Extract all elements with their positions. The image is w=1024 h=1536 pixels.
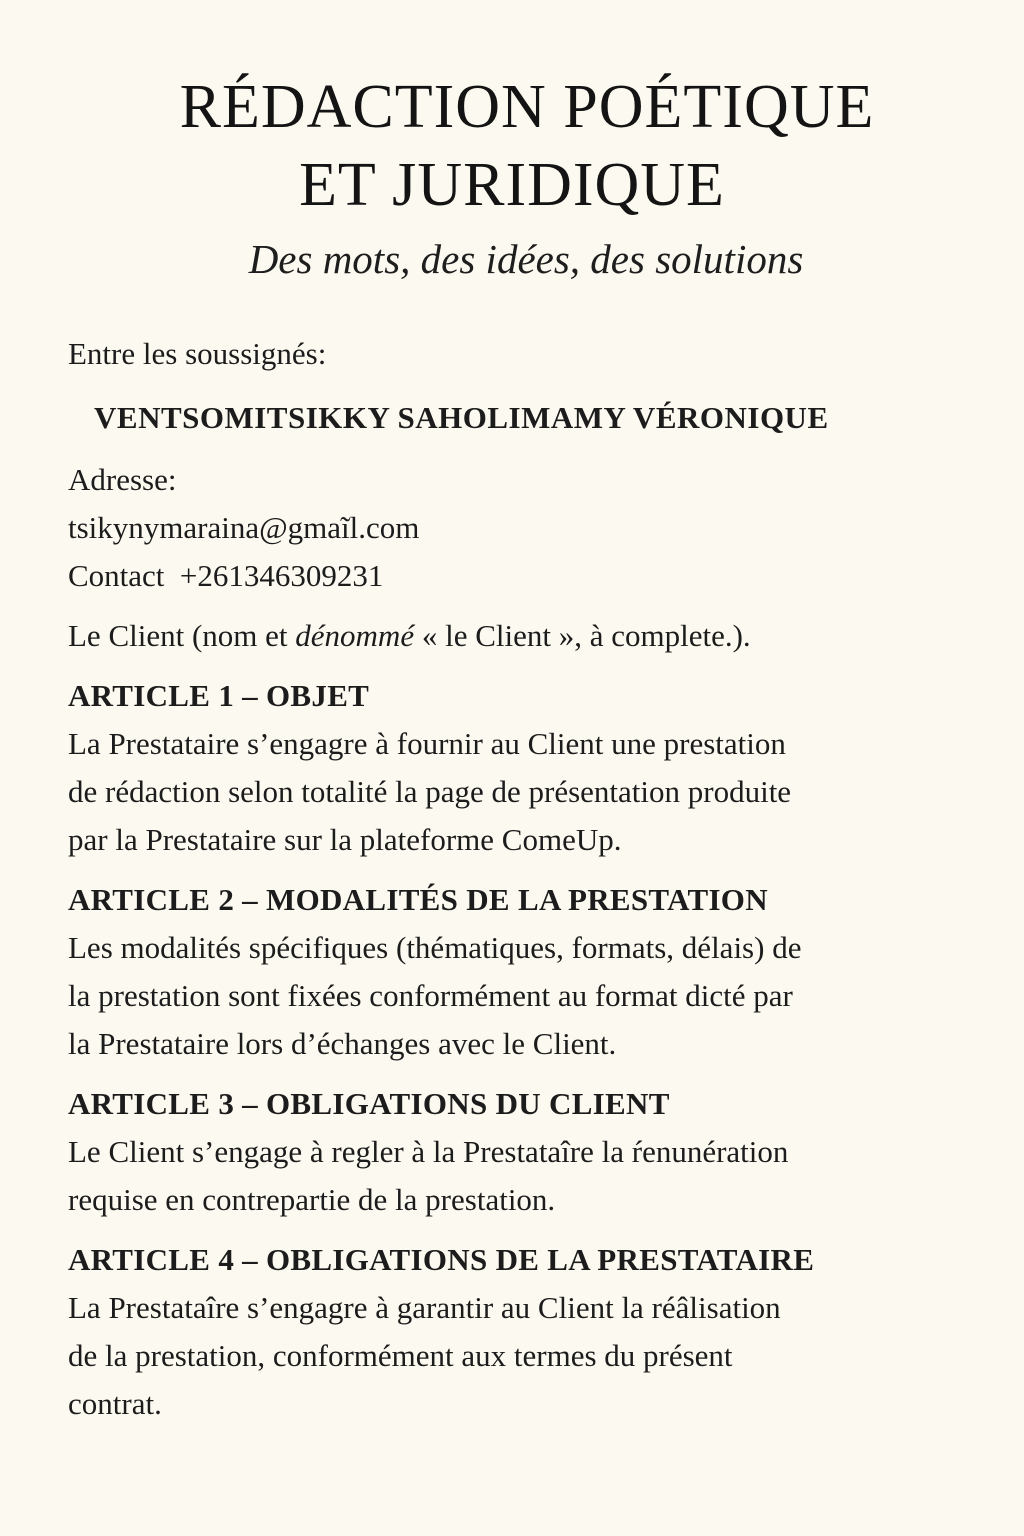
article-1	[68, 672, 968, 864]
article-heading: ARTICLE 3 – OBLIGATIONS DU CLIENT	[68, 1086, 670, 1121]
parties-intro: Entre les soussignés:	[68, 336, 327, 371]
article-line: La Prestataîre s’engagre à garantir au Client la réâlisation	[68, 1290, 781, 1325]
article-line: de rédaction selon totalité la page de présentation produite	[68, 774, 792, 809]
article-line: contrat.	[68, 1386, 162, 1421]
client-italic: dénommé	[295, 618, 415, 653]
article-line: par la Prestataire sur la plateforme ComeUp.	[68, 822, 622, 857]
article-line: requise en contrepartie de la prestation.	[68, 1182, 556, 1217]
article-3	[68, 1080, 968, 1224]
client-line	[68, 612, 968, 660]
tagline: Des mots, des idées, des solutions	[248, 236, 804, 282]
article-4	[68, 1236, 968, 1428]
article-2	[68, 876, 968, 1068]
article-heading: ARTICLE 1 – OBJET	[68, 678, 370, 713]
provider-name: VENTSOMITSIKKY SAHOLIMAMY VÉRONIQUE	[94, 400, 829, 435]
document-header	[0, 70, 1024, 284]
client-suffix: « le Client », à complete.).	[414, 618, 751, 653]
article-line: La Prestataire s’engagre à fournir au Client une prestation	[68, 726, 786, 761]
title-line-1: RÉDACTION POÉTIQUE	[179, 73, 875, 141]
article-line: de la prestation, conformément aux termes du présent	[68, 1338, 733, 1373]
title-line-2: ET JURIDIQUE	[299, 151, 725, 219]
article-heading: ARTICLE 2 – MODALITÉS DE LA PRESTATION	[68, 882, 768, 917]
client-prefix: Le Client (nom et	[68, 618, 296, 653]
address-label: Adresse:	[68, 462, 177, 497]
email-text: tsikynymaraina@gmaĩl.com	[68, 510, 420, 545]
contact-line	[68, 552, 968, 600]
article-line: Le Client s’engage à regler à la Prestataîre la ŕenunération	[68, 1134, 789, 1169]
contract-body	[68, 330, 968, 1428]
contact-phone: +261346309231	[179, 558, 384, 593]
article-line: Les modalités spécifiques (thématiques, formats, délais) de	[68, 930, 802, 965]
article-line: la Prestataire lors d’échanges avec le Client.	[68, 1026, 617, 1061]
article-heading: ARTICLE 4 – OBLIGATIONS DE LA PRESTATAIRE	[68, 1242, 815, 1277]
article-line: la prestation sont fixées conformément au format dicté par	[68, 978, 793, 1013]
contact-label: Contact	[68, 558, 165, 593]
